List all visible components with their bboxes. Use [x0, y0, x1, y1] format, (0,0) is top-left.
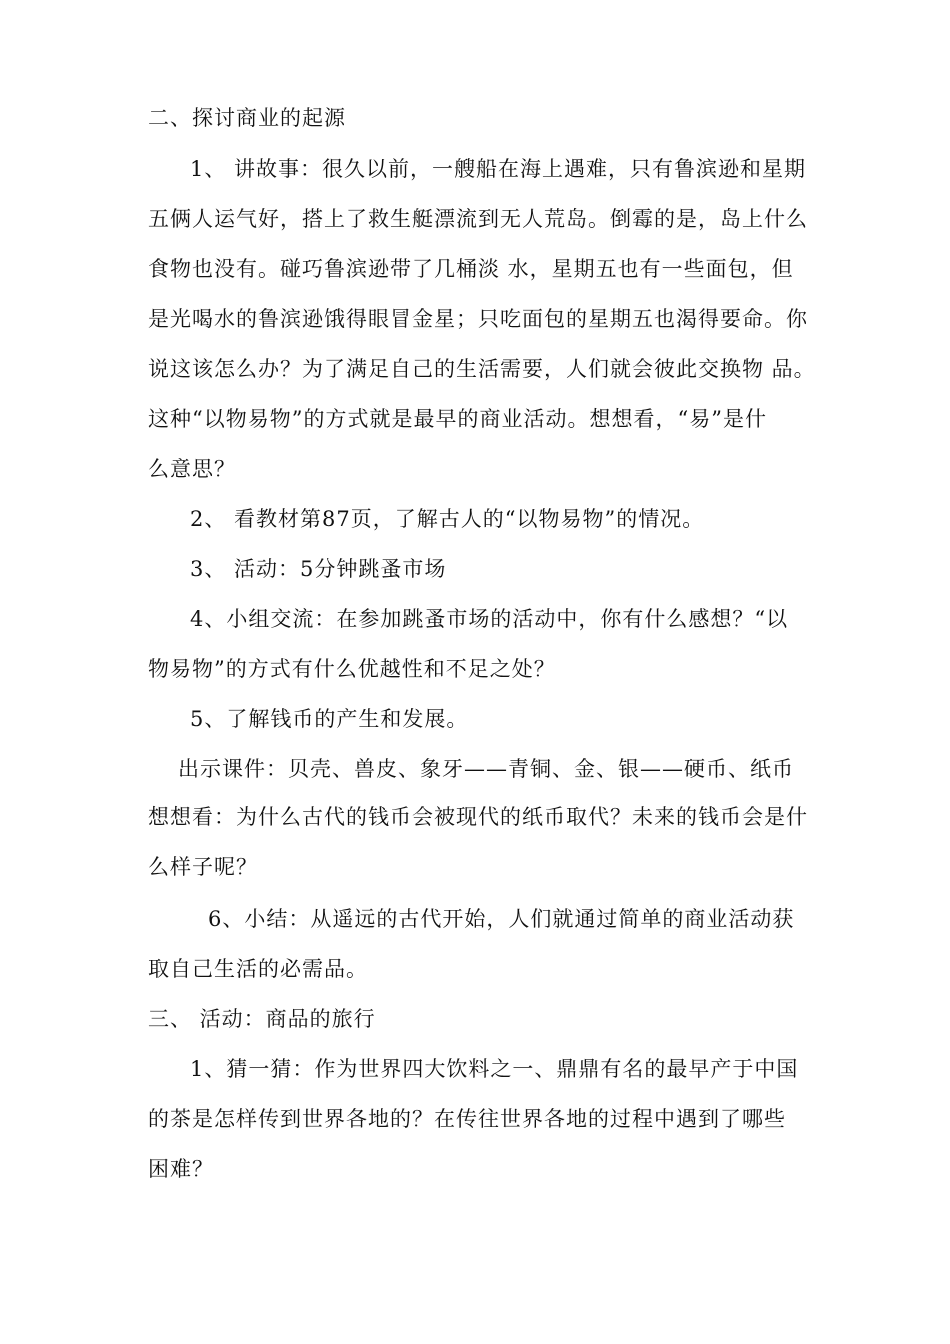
- paragraph-line: 说这该怎么办？为了满足自己的生活需要，人们就会彼此交换物 品。: [148, 357, 816, 381]
- paragraph-line: 出示课件：贝壳、兽皮、象牙——青铜、金、银——硬币、纸币: [178, 757, 794, 781]
- paragraph-line: 么意思？: [148, 457, 236, 481]
- paragraph-line: 1、 讲故事：很久以前，一艘船在海上遇难，只有鲁滨逊和星期: [190, 157, 807, 181]
- paragraph-line: 这种“以物易物”的方式就是最早的商业活动。想想看，“易”是什: [148, 407, 767, 431]
- paragraph-line: 是光喝水的鲁滨逊饿得眼冒金星；只吃面包的星期五也渴得要命。你: [148, 307, 808, 331]
- paragraph-line: 取自己生活的必需品。: [148, 957, 368, 981]
- list-item: 5、了解钱币的产生和发展。: [190, 707, 469, 731]
- paragraph-line: 困难？: [148, 1157, 214, 1181]
- list-item: 2、 看教材第87页，了解古人的“以物易物”的情况。: [190, 507, 705, 531]
- paragraph-line: 想想看：为什么古代的钱币会被现代的纸币取代？未来的钱币会是什: [148, 805, 808, 829]
- paragraph-line: 五俩人运气好，搭上了救生艇漂流到无人荒岛。倒霉的是，岛上什么: [148, 207, 808, 231]
- paragraph-line: 的茶是怎样传到世界各地的？在传往世界各地的过程中遇到了哪些: [148, 1107, 786, 1131]
- list-item: 4、小组交流：在参加跳蚤市场的活动中，你有什么感想？“以: [190, 607, 789, 631]
- section-heading-2: 二、探讨商业的起源: [148, 106, 346, 130]
- list-item: 6、小结：从遥远的古代开始，人们就通过简单的商业活动获: [208, 907, 795, 931]
- list-item: 3、 活动：5分钟跳蚤市场: [190, 557, 447, 581]
- list-item: 1、猜一猜：作为世界四大饮料之一、鼎鼎有名的最早产于中国: [190, 1057, 799, 1081]
- paragraph-line: 食物也没有。碰巧鲁滨逊带了几桶淡 水，星期五也有一些面包，但: [148, 257, 794, 281]
- section-heading-3: 三、 活动：商品的旅行: [148, 1007, 376, 1031]
- paragraph-line: 物易物”的方式有什么优越性和不足之处？: [148, 657, 556, 681]
- paragraph-line: 么样子呢？: [148, 855, 258, 879]
